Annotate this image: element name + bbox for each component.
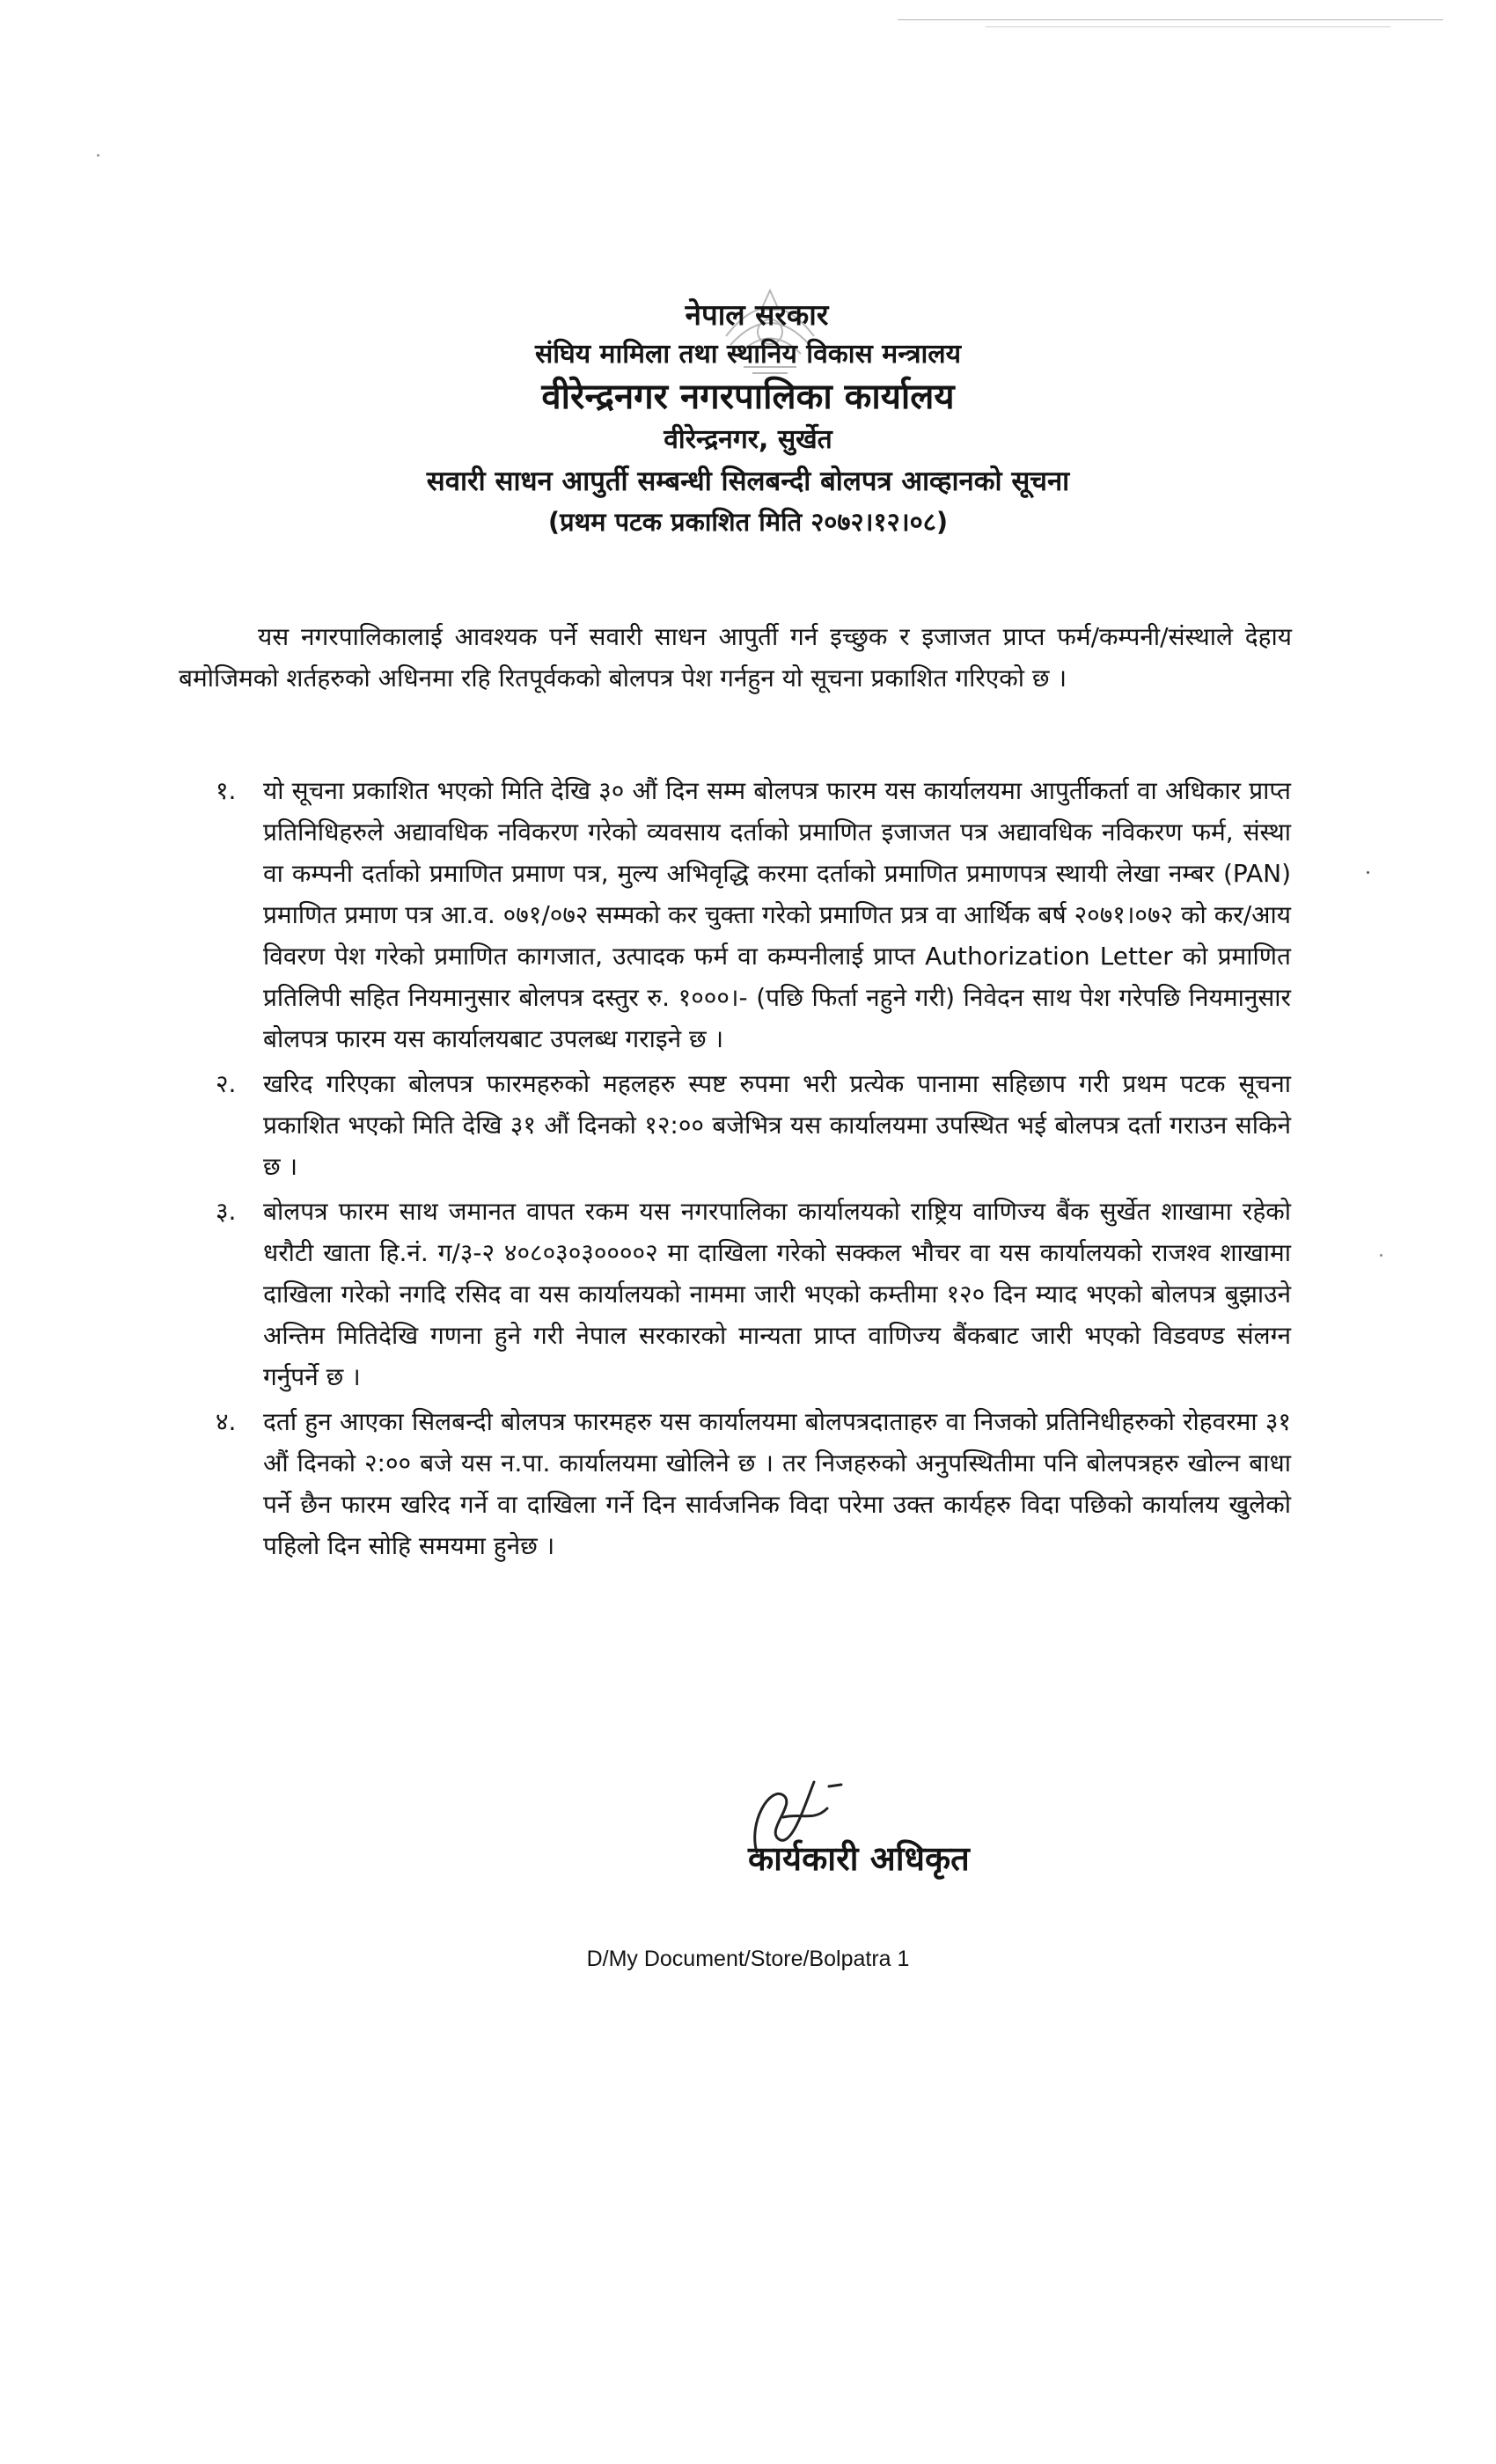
- condition-number: २.: [216, 1069, 237, 1098]
- publication-date: (प्रथम पटक प्रकाशित मिति २०७२।१२।०८): [547, 507, 949, 538]
- government-name: नेपाल सरकार: [685, 297, 829, 332]
- condition-number: ३.: [216, 1197, 237, 1226]
- notice-subject: सवारी साधन आपुर्ती सम्बन्धी सिलबन्दी बोलपत्र आव्हानको सूचना: [426, 466, 1070, 498]
- condition-number: ४.: [216, 1407, 237, 1436]
- condition-item: [216, 1191, 1291, 1397]
- scan-edge-line: [898, 19, 1443, 20]
- scan-speck: [1380, 1254, 1382, 1257]
- office-name: वीरेन्द्रनगर नगरपालिका कार्यालय: [541, 377, 955, 418]
- condition-text: खरिद गरिएका बोलपत्र फारमहरुको महलहरु स्पष्ट रुपमा भरी प्रत्येक पानामा सहिछाप गरी प्रथम पटक सूचना प्रकाशित भएको मिति देखि ३१ औं दिनको १२:०० बजेभित्र यस कार्यालयमा उपस्थित भई बोलपत्र दर्ता गराउन सकिने छ ।: [263, 1069, 1291, 1181]
- condition-text: बोलपत्र फारम साथ जमानत वापत रकम यस नगरपालिका कार्यालयको राष्ट्रिय वाणिज्य बैंक सुर्खेत शाखामा रहेको धरौटी खाता हि.नं. ग/३-२ ४०८०३०३००००२ मा दाखिला गरेको सक्कल भौचर वा यस कार्यालयको राजश्व शाखामा दाखिला गरेको नगदि रसिद वा यस कार्यालयको नाममा जारी भएको कम्तीमा १२० दिन म्याद भएको बोलपत्र बुझाउने अन्तिम मितिदेखि गणना हुने गरी नेपाल सरकारको मान्यता प्राप्त वाणिज्य बैंकबाट जारी भएको विडवण्ड संलग्न गर्नुपर्ने छ ।: [263, 1197, 1291, 1391]
- scan-speck: [1367, 871, 1369, 874]
- office-location: वीरेन्द्रनगर, सुर्खेत: [664, 424, 832, 456]
- condition-item: [216, 1401, 1291, 1566]
- signatory-title: कार्यकारी अधिकृत: [748, 1839, 970, 1878]
- condition-item: [216, 770, 1291, 1060]
- scan-edge-line: [986, 26, 1390, 27]
- condition-text: यो सूचना प्रकाशित भएको मिति देखि ३० औं दिन सम्म बोलपत्र फारम यस कार्यालयमा आपुर्तीकर्ता वा अधिकार प्राप्त प्रतिनिधिहरुले अद्यावधिक नविकरण गरेको व्यवसाय दर्ताको प्रमाणित इजाजत पत्र अद्यावधिक नविकरण फर्म, संस्था वा कम्पनी दर्ताको प्रमाणित प्रमाण पत्र, मुल्य अभिवृद्धि करमा दर्ताको प्रमाणित प्रमाणपत्र स्थायी लेखा नम्बर (PAN) प्रमाणित प्रमाण पत्र आ.व. ०७१/०७२ सम्मको कर चुक्ता गरेको प्रमाणित प्रत्र वा आर्थिक बर्ष २०७१।०७२ को कर/आय विवरण पेश गरेको प्रमाणित कागजात, उत्पादक फर्म वा कम्पनीलाई प्राप्त Authorization Letter को प्रमाणित प्रतिलिपी सहित नियमानुसार बोलपत्र दस्तुर रु. १०००।- (पछि फिर्ता नहुने गरी) निवेदन साथ पेश गरेपछि नियमानुसार बोलपत्र फारम यस कार्यालयबाट उपलब्ध गराइने छ ।: [263, 776, 1291, 1053]
- scan-speck: [97, 154, 99, 157]
- conditions-list: [216, 770, 1291, 1566]
- document-header: [0, 299, 1496, 537]
- footer-file-path: D/My Document/Store/Bolpatra 1: [586, 1947, 910, 1971]
- condition-text: दर्ता हुन आएका सिलबन्दी बोलपत्र फारमहरु यस कार्यालयमा बोलपत्रदाताहरु वा निजको प्रतिनिधीहरुको रोहवरमा ३१ औं दिनको २:०० बजे यस न.पा. कार्यालयमा खोलिने छ । तर निजहरुको अनुपस्थितीमा पनि बोलपत्रहरु खोल्न बाधा पर्ने छैन फारम खरिद गर्ने वा दाखिला गर्ने दिन सार्वजनिक विदा परेमा उक्त कार्यहरु विदा पछिको कार्यालय खुलेको पहिलो दिन सोहि समयमा हुनेछ ।: [263, 1407, 1291, 1560]
- intro-paragraph: यस नगरपालिकालाई आवश्यक पर्ने सवारी साधन आपुर्ती गर्न इच्छुक र इजाजत प्राप्त फर्म/कम्पनी/संस्थाले देहाय बमोजिमको शर्तहरुको अधिनमा रहि रितपूर्वकको बोलपत्र पेश गर्नहुन यो सूचना प्रकाशित गरिएको छ ।: [179, 622, 1292, 693]
- condition-number: १.: [216, 776, 237, 805]
- ministry-name: संघिय मामिला तथा स्थानिय विकास मन्त्रालय: [534, 339, 962, 370]
- condition-item: [216, 1063, 1291, 1187]
